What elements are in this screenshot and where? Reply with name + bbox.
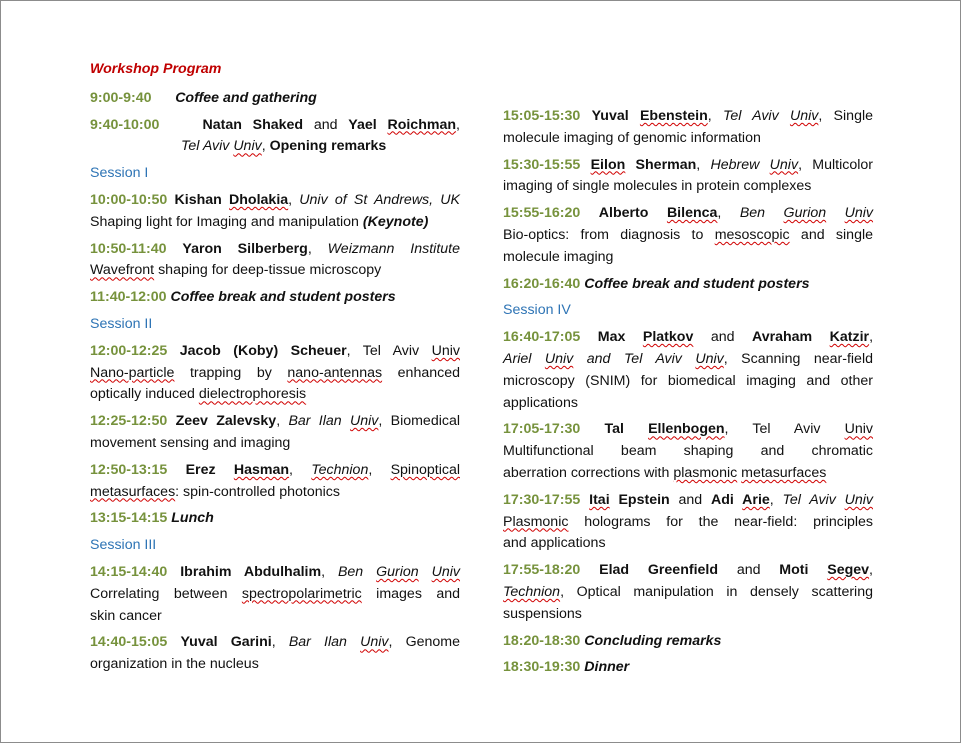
entry-text: Univ [769,156,799,173]
time-slot: 11:40-12:00 [90,289,167,306]
entry-line [503,441,873,463]
session-heading: Session IV [503,302,571,319]
session-heading: Session II [90,315,153,332]
entry-text: Tel Aviv [722,108,790,124]
entry-text: Spinoptical [390,461,460,478]
time-slot: 15:30-15:55 [503,156,581,173]
entry-line [503,128,873,150]
entry-text: Univ of St Andrews, UK [299,191,460,208]
program-entry [90,508,460,530]
entry-text: and [718,562,780,579]
program-entry [503,106,873,150]
entry-line [503,533,873,555]
entry-text: , [696,156,711,173]
entry-text: Univ [349,413,379,430]
entry-text: optically induced [90,386,199,403]
entry-text: , Tel Aviv [724,421,845,438]
entry-text: Ariel [503,350,545,367]
time-slot: 12:25-12:50 [90,413,168,430]
entry-line [503,463,873,485]
entry-text: Yuval [591,108,640,124]
session-heading: Session III [90,537,157,554]
entry-text: trapping by [174,364,288,381]
program-entry [90,115,460,159]
entry-text: Zeev Zalevsky [175,413,277,430]
entry-line [503,203,873,225]
entry-text: Moti [779,562,828,579]
entry-text: spectropolarimetric [241,585,362,602]
entry-text: Hasman [233,461,290,478]
program-entry [90,88,460,110]
entry-text: , Scanning near-field [723,350,873,367]
entry-text: Opening remarks [269,138,387,155]
entry-text: Kishan [174,191,230,208]
entry-text: metasurfaces [90,483,176,500]
entry-text: Alberto [598,205,667,222]
entry-line [90,341,460,363]
session-heading: Session I [90,165,149,182]
entry-text: Coffee break and student posters [584,275,810,292]
program-entry [503,274,873,296]
entry-text [580,205,598,221]
program-entry [503,203,873,268]
entry-text [580,108,591,124]
entry-text [826,205,844,221]
entry-text: and single [789,226,873,243]
entry-text: Max [597,329,643,346]
entry-text [167,413,175,429]
entry-text: Yaron Silberberg [182,240,308,257]
entry-text: holograms for the near-field: principles [568,513,873,530]
entry-text: Ebenstein [639,108,708,124]
program-entry [503,419,873,484]
entry-text: nano-antennas [287,364,383,381]
entry-line [90,654,460,676]
entry-text: , Multicolor [798,156,873,173]
entry-line [90,260,460,282]
entry-text: shaping for deep-tissue microscopy [154,262,382,279]
entry-text: Univ [789,108,819,124]
entry-text: applications [503,394,578,411]
entry-text: Tel Aviv [782,491,845,508]
entry-text: Sherman [625,156,697,173]
entry-text: Jacob (Koby) Scheuer [179,342,347,359]
entry-text: , [307,240,328,257]
entry-line [90,433,460,455]
entry-line [503,419,873,441]
entry-line [503,560,873,582]
entry-line [90,460,460,482]
entry-text: Ellenbogen [648,421,725,438]
entry-text: and Tel Aviv [573,350,696,367]
entry-line [503,327,873,349]
entry-line [90,584,460,606]
entry-text: Plasmonic [503,513,569,530]
entry-text: movement sensing and imaging [90,434,291,451]
right-column [503,106,873,684]
entry-text: , [288,191,300,208]
time-slot: 18:20-18:30 [503,632,581,649]
program-entry [90,460,460,504]
entry-line [503,604,873,626]
entry-text [167,343,179,359]
workshop-title: Workshop Program [90,61,222,77]
program-entry [90,562,460,627]
entry-text: , [368,461,391,478]
entry-line [90,482,460,504]
entry-text: , [276,413,289,430]
program-entry [503,327,873,414]
time-slot: 9:00-9:40 [90,89,152,106]
entry-text: Technion [311,461,369,478]
entry-text [580,492,589,508]
entry-text [419,564,432,580]
time-slot: 12:00-12:25 [90,342,168,359]
time-slot: 10:50-11:40 [90,240,167,257]
entry-text: aberration corrections with [503,464,674,481]
entry-text: Ben [337,563,377,580]
time-slot: 17:30-17:55 [503,491,581,508]
entry-text: Bilenca [666,205,718,222]
entry-line [503,247,873,269]
entry-text: Weizmann Institute [327,240,460,257]
entry-text: (Keynote) [362,213,429,230]
entry-text [167,462,185,478]
entry-text: Univ [844,205,874,222]
entry-text: organization in the nucleus [90,656,259,673]
entry-line [90,363,460,385]
entry-text: Arie [742,491,770,508]
entry-text: Bio-optics: from diagnosis to [503,226,715,243]
entry-text: Hebrew [710,156,770,173]
entry-line [90,562,460,584]
entry-line [503,490,873,512]
entry-text [580,562,599,578]
entry-line [503,657,873,679]
time-slot: 14:40-15:05 [90,634,168,651]
entry-text: and [669,491,712,508]
entry-line [503,393,873,415]
entry-text: Platkov [642,329,694,346]
entry-text: Multifunctional beam shaping and chromatic [503,443,873,460]
entry-text: , [271,634,289,651]
entry-text: Elad Greenfield [599,562,719,579]
entry-line [503,349,873,371]
entry-text: Bar Ilan [288,413,350,430]
entry-text [167,192,174,208]
time-slot: 16:20-16:40 [503,275,581,292]
entry-text: Univ [431,563,460,580]
left-column [90,59,460,681]
entry-text: Tel Aviv [181,138,234,155]
time-slot: 14:15-14:40 [90,563,168,580]
entry-text: , Biomedical [378,413,461,430]
entry-text: Gurion [376,563,419,580]
entry-text: Univ [431,342,460,359]
entry-text: Lunch [171,510,214,527]
entry-text: Ben [739,205,784,222]
entry-text: Technion [503,583,561,600]
entry-text: Tal [604,421,649,438]
entry-text [167,634,180,650]
time-slot: 18:30-19:30 [503,659,581,676]
entry-text: Univ [233,138,262,155]
entry-text: Wavefront [90,262,155,279]
entry-text: Univ [360,634,389,651]
entry-text: imaging of single molecules in protein complexes [503,178,812,195]
entry-text: Itai [589,491,610,508]
entry-text [152,90,176,106]
entry-text: Roichman [387,116,457,133]
entry-text: Epstein [609,491,670,508]
entry-text: Concluding remarks [584,632,722,649]
entry-text: , [456,116,460,133]
time-slot: 12:50-13:15 [90,461,168,478]
entry-text: Nano-particle [90,364,175,381]
program-entry [90,190,460,234]
entry-text: , Tel Aviv [346,342,432,359]
entry-text: Natan Shaked [202,116,304,133]
entry-line [90,287,460,309]
entry-text: and [693,329,752,346]
entry-text [159,117,202,133]
program-entry [90,411,460,455]
entry-line [503,176,873,198]
entry-text: Bar Ilan [288,634,361,651]
entry-text: Eilon [590,156,626,173]
entry-text: Katzir [829,329,870,346]
entry-text [580,329,597,345]
entry-text: molecule imaging [503,248,614,265]
entry-text: Adi [711,491,743,508]
entry-text [580,421,604,437]
entry-text: Yael [348,116,388,133]
entry-text: , [869,562,873,579]
entry-text: Dinner [584,659,630,676]
entry-line [503,582,873,604]
entry-text: , [707,108,723,124]
entry-text: plasmonic [673,464,738,481]
entry-line [503,225,873,247]
entry-text: molecule imaging of genomic information [503,129,761,146]
entry-text: metasurfaces [741,464,827,481]
entry-text: , [769,491,783,508]
entry-text: and [303,116,349,133]
entry-text: , [321,563,338,580]
entry-text: Coffee break and student posters [170,289,396,306]
entry-text: enhanced [382,364,460,381]
entry-text: , Optical manipulation in densely scattering [560,583,873,600]
entry-text: , [261,138,270,155]
entry-text: Avraham [751,329,830,346]
entry-text: , [869,329,874,346]
entry-text: , Single [818,108,873,124]
entry-line [503,512,873,534]
entry-line [90,606,460,628]
entry-text: suspensions [503,605,582,622]
entry-text: mesoscopic [714,226,790,243]
entry-text [580,157,590,173]
time-slot: 15:05-15:30 [503,108,581,124]
time-slot: 17:05-17:30 [503,421,581,438]
time-slot: 9:40-10:00 [90,116,160,133]
time-slot: 17:55-18:20 [503,562,581,579]
program-entry [503,631,873,653]
entry-text [167,241,183,257]
entry-text: microscopy (SNIM) for biomedical imaging and other [503,372,873,389]
program-entry [503,657,873,679]
entry-text: Yuval Garini [180,634,272,651]
entry-line [90,88,460,110]
program-entry [90,341,460,406]
entry-text: Univ [695,350,724,367]
entry-text: Gurion [783,205,827,222]
entry-text: images and [361,585,461,602]
entry-line [90,115,460,137]
entry-line [503,106,873,128]
entry-text: Coffee and gathering [175,89,317,106]
entry-text [167,564,180,580]
entry-text: , Genome [388,634,460,651]
entry-line [503,155,873,177]
program-entry [90,239,460,283]
entry-text: dielectrophoresis [198,386,307,403]
entry-text: skin cancer [90,607,162,624]
time-slot: 16:40-17:05 [503,329,581,346]
entry-line [90,239,460,261]
entry-text: Correlating between [90,585,242,602]
entry-line [90,190,460,212]
entry-line [503,631,873,653]
entry-line [90,212,460,234]
time-slot: 10:00-10:50 [90,191,168,208]
program-entry [90,287,460,309]
entry-text: Univ [844,491,873,508]
time-slot: 13:15-14:15 [90,510,168,527]
entry-text: Dholakia [229,191,289,208]
entry-line [503,371,873,393]
program-entry [503,155,873,199]
program-entry [503,490,873,555]
entry-line [503,274,873,296]
entry-text: Segev [827,562,870,579]
entry-line [90,632,460,654]
entry-line [90,508,460,530]
entry-line [90,136,460,158]
entry-text: Univ [844,421,873,438]
time-slot: 15:55-16:20 [503,205,581,222]
entry-text: , [289,461,312,478]
entry-text: and applications [503,535,606,552]
entry-line [90,411,460,433]
entry-text: Erez [185,461,234,478]
entry-text: , [717,205,740,222]
entry-line [90,384,460,406]
program-entry [90,632,460,676]
entry-text: : spin-controlled photonics [175,483,340,500]
entry-text: Ibrahim Abdulhalim [180,563,322,580]
program-entry [503,560,873,625]
entry-text: Shaping light for Imaging and manipulation [90,213,363,230]
entry-text: Univ [544,350,574,367]
